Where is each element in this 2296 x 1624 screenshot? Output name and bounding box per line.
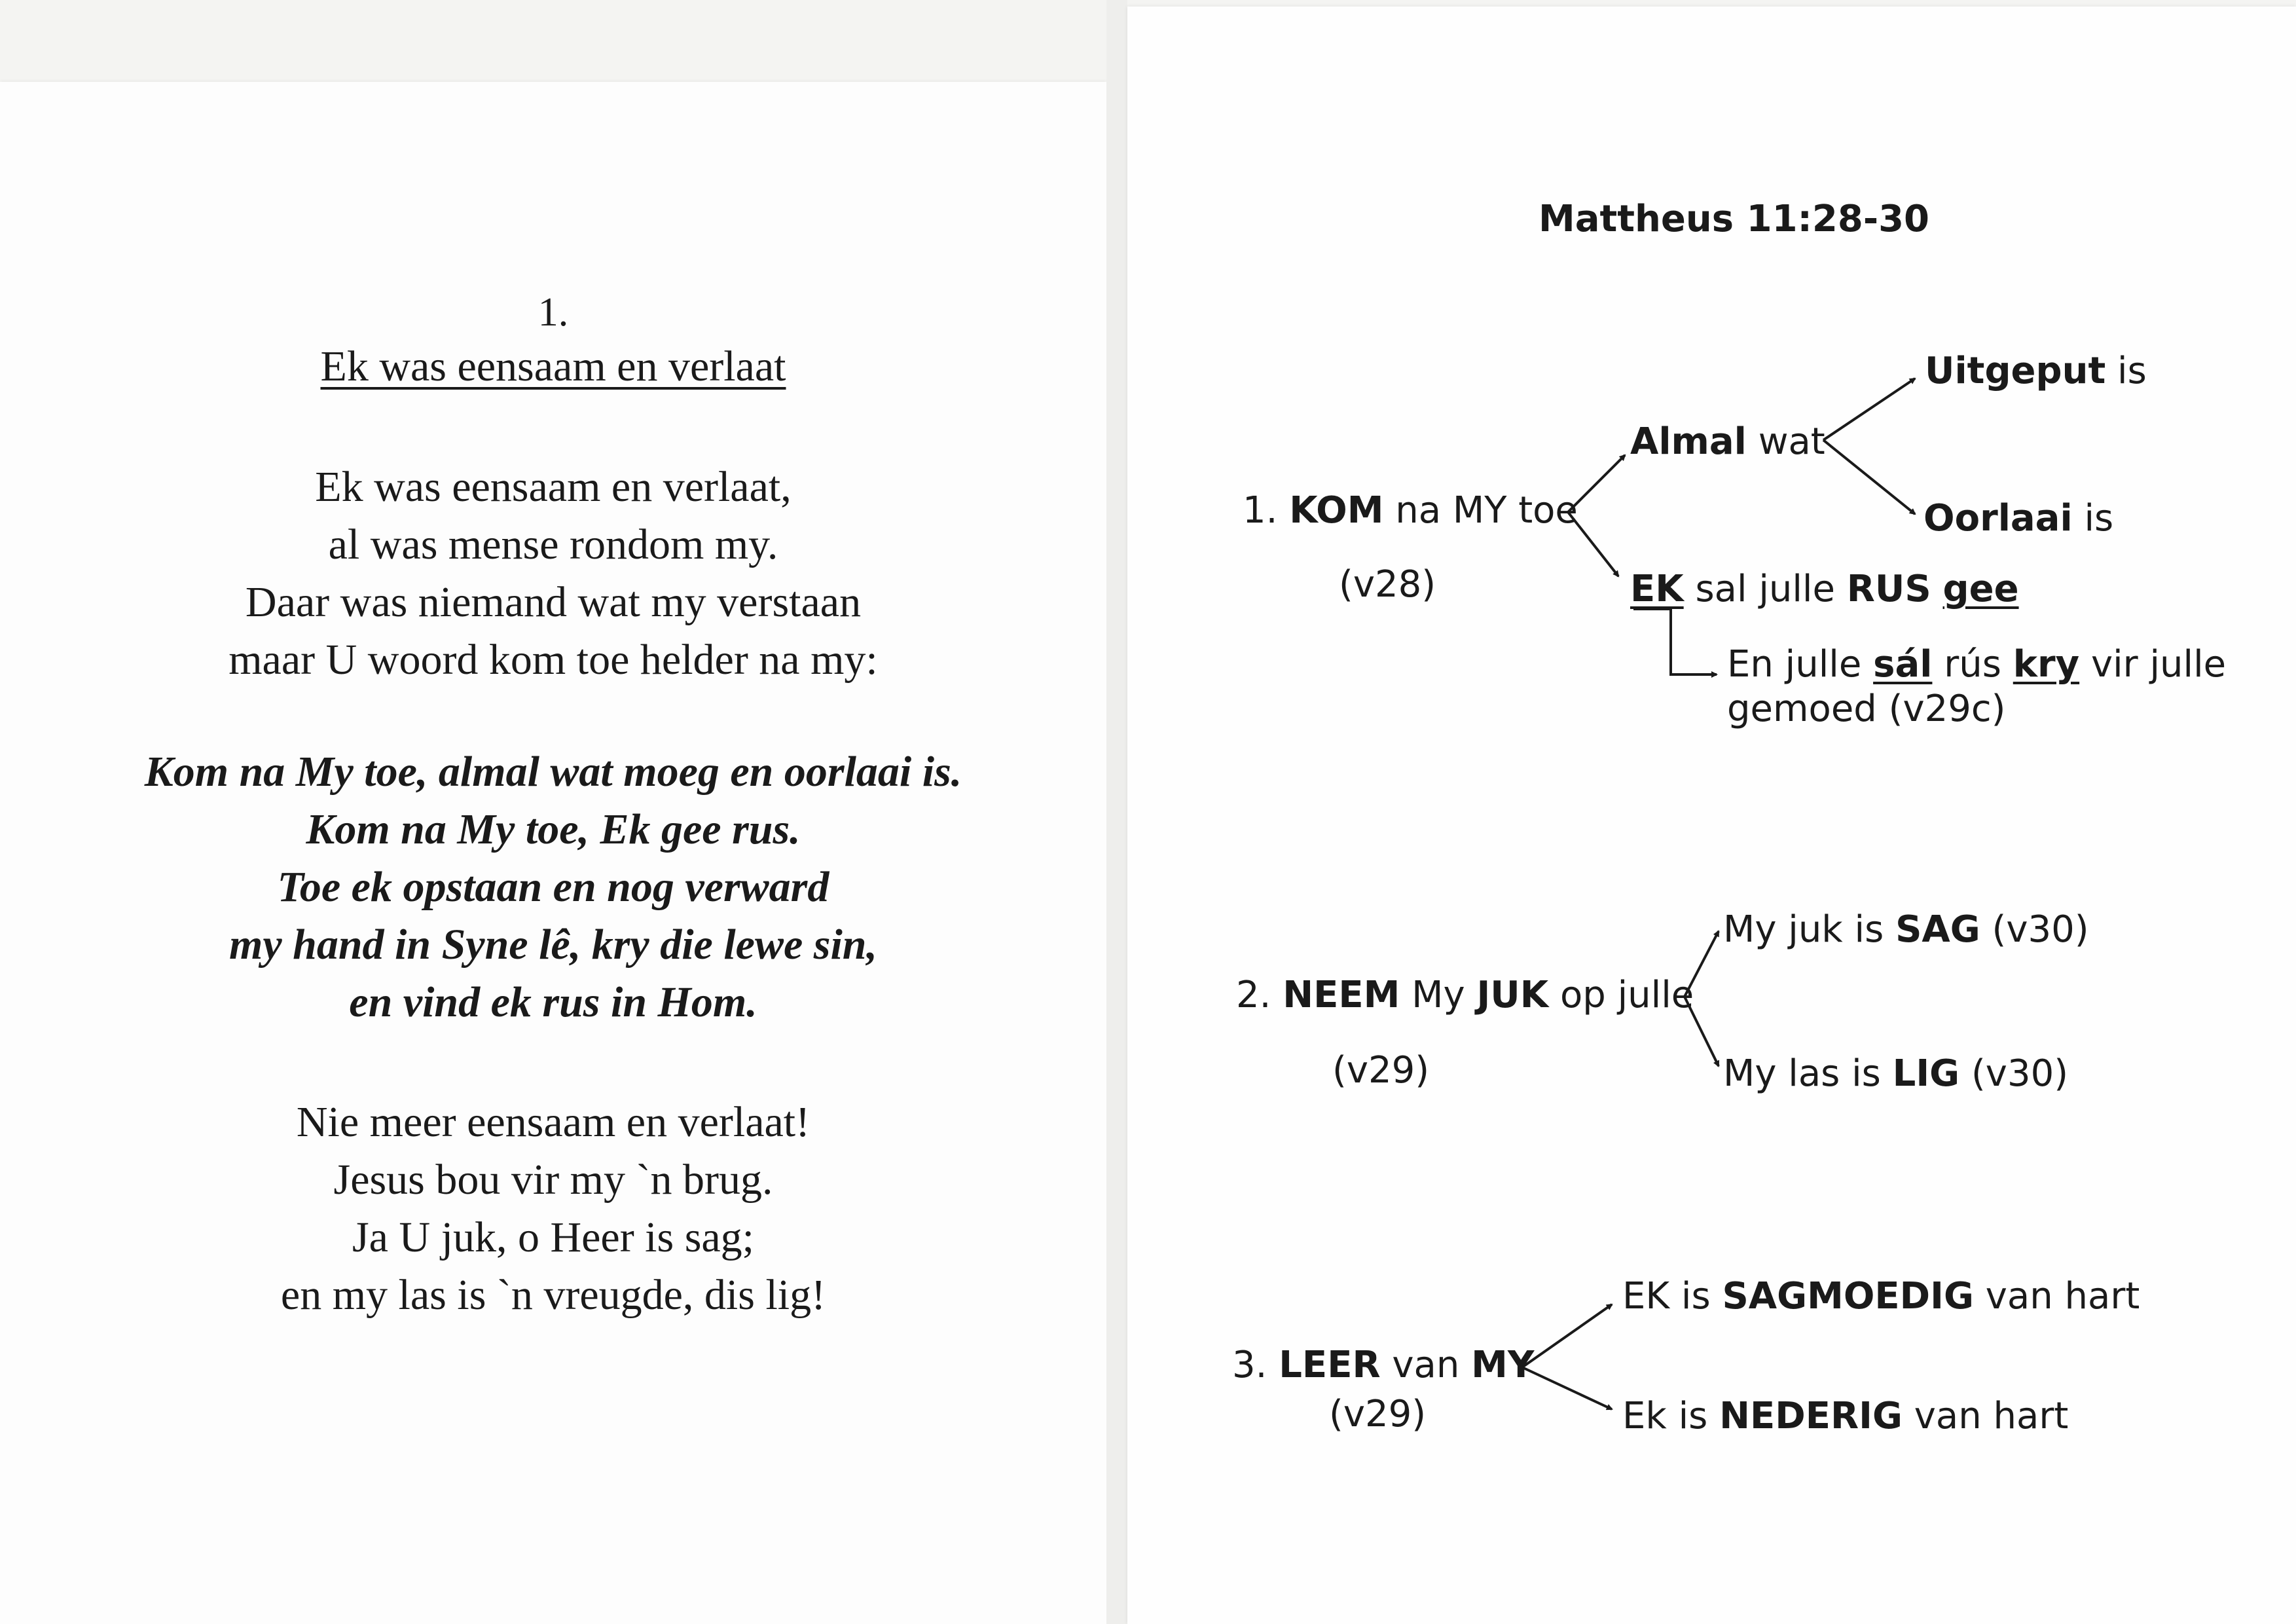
- point-2-my: My: [1412, 974, 1465, 1016]
- verse-2: [0, 1094, 1106, 1324]
- verse-1: [0, 458, 1106, 689]
- point-3-van: van: [1392, 1344, 1460, 1386]
- oorlaai-label: [1923, 496, 2113, 542]
- las-lig-text: My las is: [1723, 1052, 1881, 1095]
- uitgeput-keyword: Uitgeput: [1925, 350, 2106, 392]
- point-3-label: [1232, 1342, 1534, 1388]
- chorus-line: en vind ek rus in Hom.: [349, 978, 757, 1026]
- kry-keyword: kry: [2013, 643, 2080, 686]
- verse-line: Daar was niemand wat my verstaan: [245, 578, 862, 626]
- song-title-text: Ek was eensaam en verlaat: [320, 342, 786, 390]
- rus-word: rús: [1944, 643, 2001, 686]
- nederig-pre: Ek is: [1622, 1395, 1708, 1437]
- uitgeput-label: [1925, 348, 2147, 394]
- nederig-label: [1622, 1393, 2068, 1439]
- verse-line: en my las is `n vreugde, dis lig!: [280, 1271, 826, 1319]
- chorus-line: Kom na My toe, almal wat moeg en oorlaai is.: [144, 748, 962, 796]
- vir-julle-text: vir julle: [2090, 643, 2227, 686]
- chorus-line: Toe ek opstaan en nog verward: [277, 863, 829, 911]
- verse-line: Ja U juk, o Heer is sag;: [352, 1213, 755, 1261]
- point-2-label: [1236, 972, 1694, 1018]
- chorus: [0, 743, 1106, 1031]
- point-2-keyword: NEEM: [1283, 974, 1400, 1016]
- rus-gemoed-line-2: gemoed (v29c): [1727, 688, 2006, 730]
- point-1-ref: (v28): [1339, 563, 1436, 606]
- verse-line: al was mense rondom my.: [328, 521, 778, 568]
- juk-sag-ref: (v30): [1992, 908, 2089, 951]
- almal-label: [1630, 419, 1825, 465]
- verse-line: Ek was eensaam en verlaat,: [315, 463, 792, 511]
- oorlaai-keyword: Oorlaai: [1923, 497, 2073, 540]
- almal-text: wat: [1758, 420, 1825, 463]
- juk-sag-label: [1723, 907, 2089, 953]
- rus-gemoed-line-1: [1727, 642, 2226, 688]
- juk-sag-text: My juk is: [1723, 908, 1884, 951]
- point-1-keyword: KOM: [1289, 489, 1384, 532]
- sagmoedig-post: van hart: [1985, 1275, 2140, 1318]
- point-2-number: 2.: [1236, 974, 1271, 1016]
- sag-keyword: SAG: [1895, 908, 1980, 951]
- point-3-my: MY: [1471, 1344, 1535, 1386]
- uitgeput-text: is: [2117, 350, 2147, 392]
- point-2-ref: (v29): [1332, 1049, 1430, 1092]
- point-3-keyword: LEER: [1279, 1344, 1381, 1386]
- point-1-number: 1.: [1243, 489, 1278, 532]
- point-2-juk: JUK: [1476, 974, 1549, 1016]
- las-lig-label: [1723, 1051, 2068, 1097]
- sal-keyword: sál: [1873, 643, 1933, 686]
- gee-keyword: gee: [1942, 568, 2019, 610]
- sagmoedig-label: [1622, 1274, 2140, 1320]
- verse-line: Nie meer eensaam en verlaat!: [296, 1098, 811, 1146]
- point-3-ref: (v29): [1329, 1393, 1427, 1435]
- song-number: 1.: [538, 290, 569, 335]
- sagmoedig-keyword: SAGMOEDIG: [1722, 1275, 1974, 1318]
- lig-keyword: LIG: [1892, 1052, 1960, 1095]
- song-title: [0, 342, 1106, 392]
- point-2-text: op julle: [1559, 974, 1694, 1016]
- ek-keyword: EK: [1630, 568, 1684, 610]
- rus-keyword: RUS: [1846, 568, 1931, 610]
- page-gutter: [1106, 0, 1127, 1624]
- chorus-line: my hand in Syne lê, kry die lewe sin,: [229, 921, 877, 969]
- chorus-line: Kom na My toe, Ek gee rus.: [306, 805, 801, 853]
- rus-gemoed-text: En julle: [1727, 643, 1862, 686]
- diagram-title: Mattheus 11:28-30: [1539, 198, 1930, 240]
- point-3-number: 3.: [1232, 1344, 1267, 1386]
- oorlaai-text: is: [2084, 497, 2114, 540]
- almal-keyword: Almal: [1630, 420, 1747, 463]
- sagmoedig-pre: EK is: [1622, 1275, 1711, 1318]
- las-lig-ref: (v30): [1971, 1052, 2069, 1095]
- rus-text: sal julle: [1695, 568, 1835, 610]
- verse-line: maar U woord kom toe helder na my:: [228, 636, 878, 684]
- nederig-keyword: NEDERIG: [1719, 1395, 1903, 1437]
- point-1-label: [1243, 488, 1578, 534]
- point-1-text: na MY toe: [1395, 489, 1578, 532]
- rus-label: [1630, 566, 2019, 612]
- nederig-post: van hart: [1914, 1395, 2069, 1437]
- verse-line: Jesus bou vir my `n brug.: [333, 1156, 773, 1204]
